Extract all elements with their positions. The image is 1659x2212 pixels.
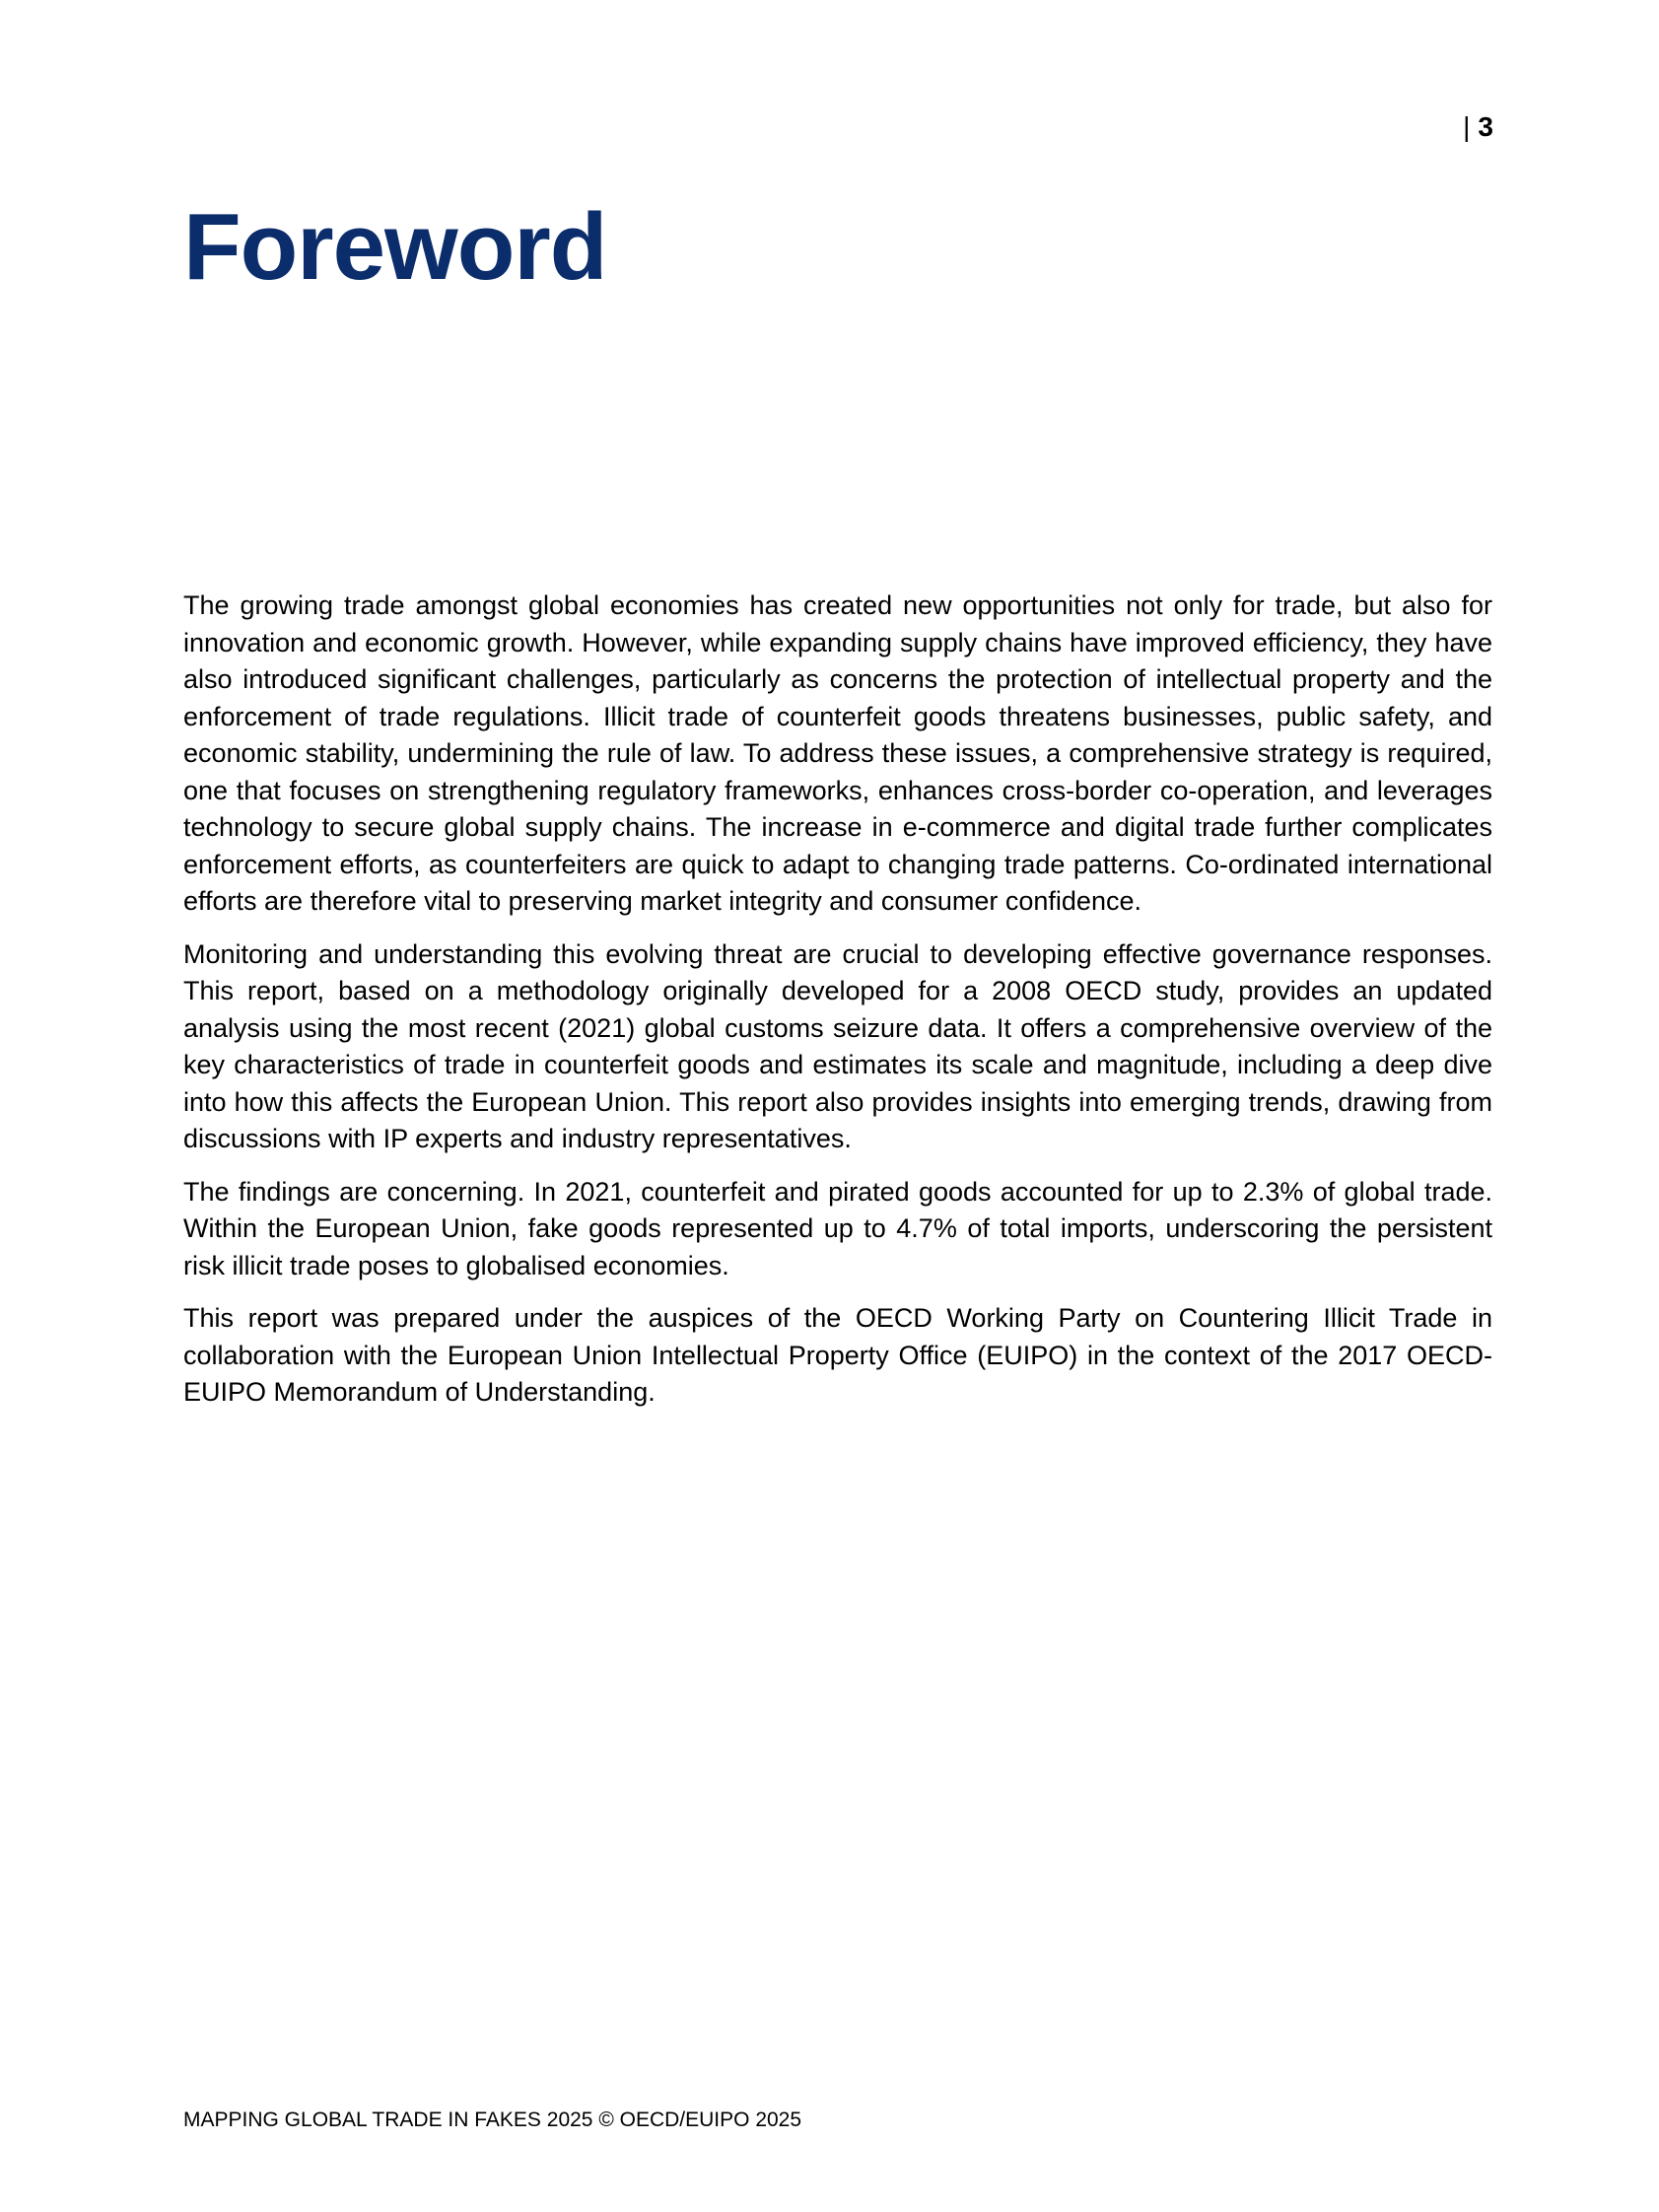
page-number-separator: | xyxy=(1463,111,1471,142)
paragraph-1: The growing trade amongst global economies has created new opportunities not only for trade, but also for innovation and economic growth. However, while expanding supply chains have improved efficiency, they have also introduced significant challenges, particularly as concerns the protection of intellectual property and the enforcement of trade regulations. Illicit trade of counterfeit goods threatens businesses, public safety, and economic stability, undermining the rule of law. To address these issues, a comprehensive strategy is required, one that focuses on strengthening regulatory frameworks, enhances cross-border co-operation, and leverages technology to secure global supply chains. The increase in e-commerce and digital trade further complicates enforcement efforts, as counterfeiters are quick to adapt to changing trade patterns. Co-ordinated international efforts are therefore vital to preserving market integrity and consumer confidence. xyxy=(183,590,1492,916)
paragraph-3: The findings are concerning. In 2021, counterfeit and pirated goods accounted for up to 2.3% of global trade. Within the European Union, fake goods represented up to 4.7% of total imports, underscoring the persistent risk illicit trade poses to globalised economies. xyxy=(183,1176,1492,1280)
paragraph-2: Monitoring and understanding this evolving threat are crucial to developing effective governance responses. This report, based on a methodology originally developed for a 2008 OECD study, provides an updated analysis using the most recent (2021) global customs seizure data. It offers a comprehensive overview of the key characteristics of trade in counterfeit goods and estimates its scale and magnitude, including a deep dive into how this affects the European Union. This report also provides insights into emerging trends, drawing from discussions with IP experts and industry representatives. xyxy=(183,938,1492,1153)
page-number-value: 3 xyxy=(1478,111,1493,142)
page-number xyxy=(1463,110,1493,144)
page-footer: MAPPING GLOBAL TRADE IN FAKES 2025 © OECD/EUIPO 2025 xyxy=(183,2108,802,2131)
page-title: Foreword xyxy=(183,194,607,300)
body-text xyxy=(183,588,1492,1427)
paragraph-4: This report was prepared under the auspices of the OECD Working Party on Countering Illicit Trade in collaboration with the European Union Intellectual Property Office (EUIPO) in the context of the 2017 OECD-EUIPO Memorandum of Understanding. xyxy=(183,1303,1492,1407)
